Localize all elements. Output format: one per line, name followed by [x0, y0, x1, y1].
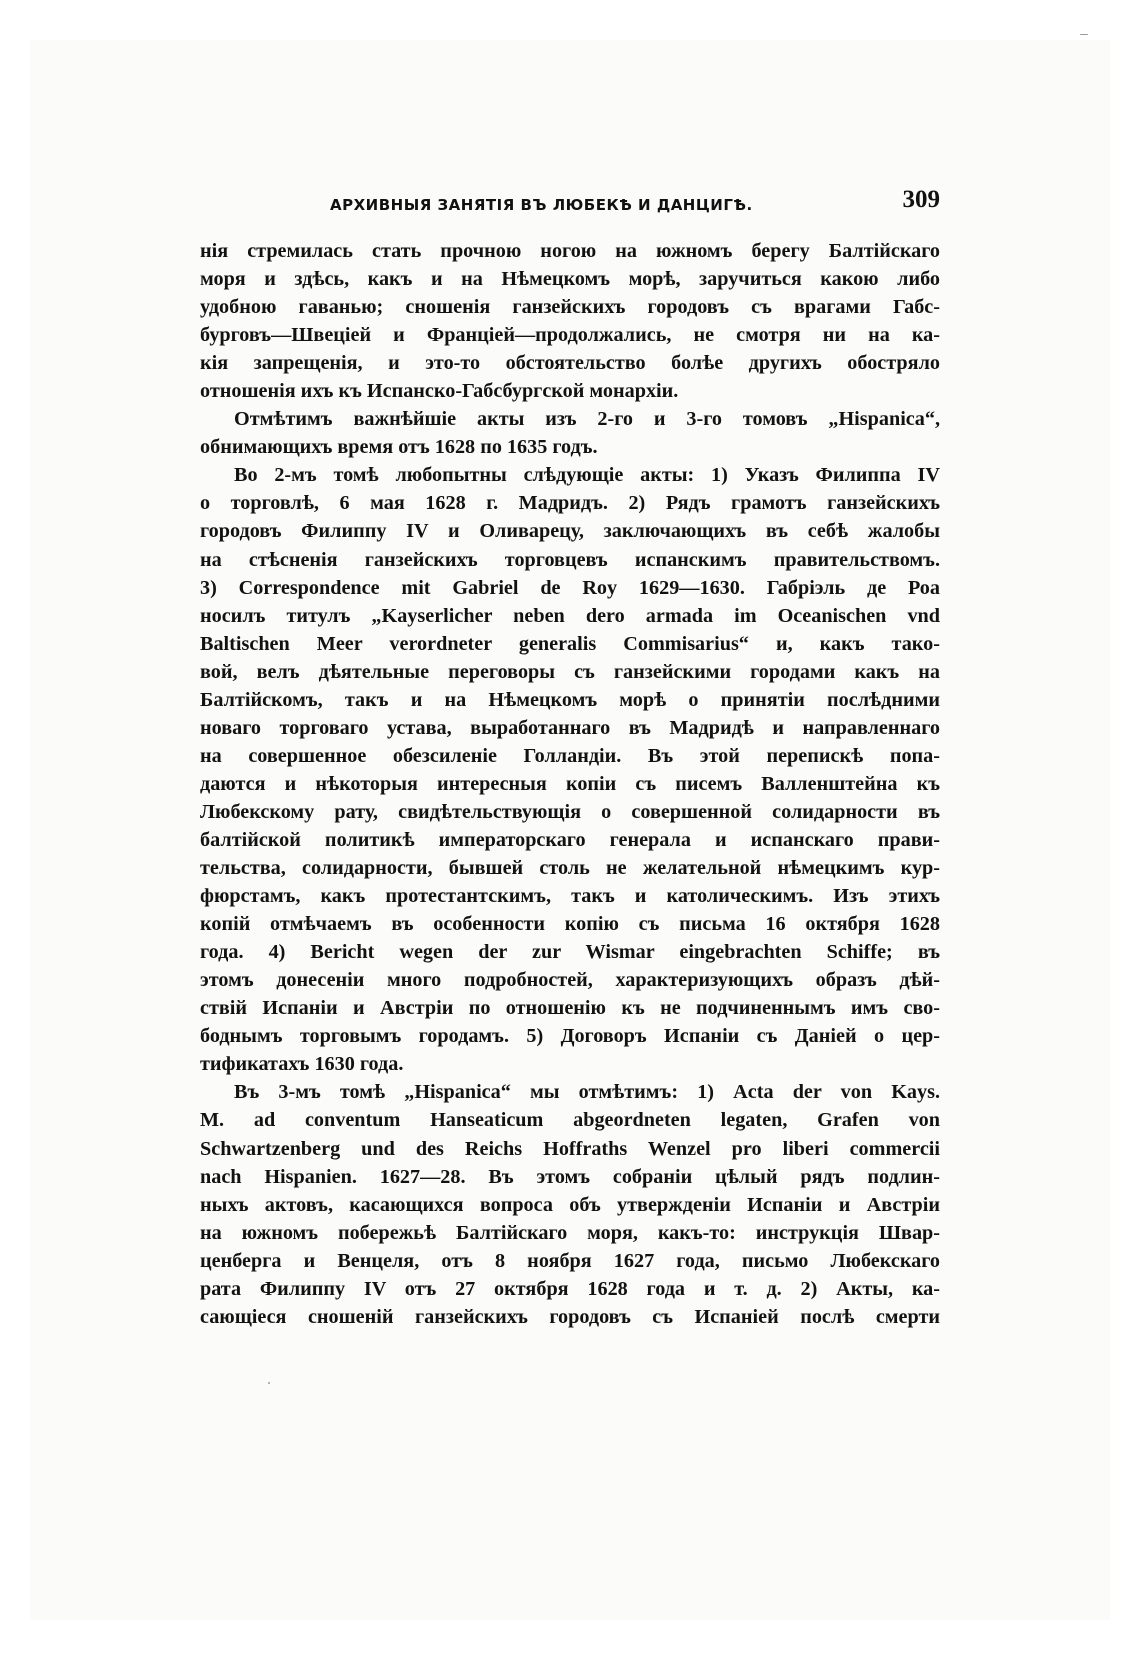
text-line: 3) Correspondence mit Gabriel de Roy 1629—1630. Габріэль де Роа — [200, 576, 940, 599]
running-head: АРХИВНЫЯ ЗАНЯТІЯ ВЪ ЛЮБЕКѢ И ДАНЦИГѢ. — [330, 196, 753, 214]
text-line: ствій Испаніи и Австріи по отношенію къ не подчиненнымъ имъ сво- — [200, 997, 940, 1020]
text-line: носилъ титулъ „Kayserlicher neben dero armada im Oceanischen vnd — [200, 604, 940, 627]
text-line: о торговлѣ, 6 мая 1628 г. Мадридъ. 2) Рядъ грамотъ ганзейскихъ — [200, 492, 940, 515]
text-line: Отмѣтимъ важнѣйшіе акты изъ 2-го и 3-го томовъ „Hispanica“, — [234, 408, 940, 431]
text-line: новаго торговаго устава, выработаннаго въ Мадридѣ и направленнаго — [200, 716, 940, 739]
text-line: копій отмѣчаемъ въ особенности копію съ письма 16 октября 1628 — [200, 913, 940, 936]
text-line: тельства, солидарности, бывшей столь не желательной нѣмецкимъ кур- — [200, 857, 940, 880]
text-line: боднымъ торговымъ городамъ. 5) Договоръ Испаніи съ Даніей о цер- — [200, 1025, 940, 1048]
text-line: года. 4) Bericht wegen der zur Wismar eingebrachten Schiffe; въ — [200, 941, 940, 964]
text-line: на южномъ побережьѣ Балтійскаго моря, какъ-то: инструкція Швар- — [200, 1221, 940, 1244]
body-text — [200, 237, 940, 1331]
text-line: кія запрещенія, и это-то обстоятельство болѣе другихъ обостряло — [200, 352, 940, 375]
text-line: бурговъ—Швеціей и Франціей—продолжались, не смотря ни на ка- — [200, 324, 940, 347]
text-line: отношенія ихъ къ Испанско-Габсбургской монархіи. — [200, 380, 679, 403]
text-line: даются и нѣкоторыя интересныя копіи съ писемъ Валленштейна къ — [200, 772, 940, 795]
text-line: Любекскому рату, свидѣтельствующія о совершенной солидарности въ — [200, 800, 940, 823]
text-line: Schwartzenberg und des Reichs Hoffraths Wenzel pro liberi commercii — [200, 1137, 940, 1160]
text-line: моря и здѣсь, какъ и на Нѣмецкомъ морѣ, заручиться какою либо — [200, 268, 940, 291]
text-line: рата Филиппу IV отъ 27 октября 1628 года и т. д. 2) Акты, ка- — [200, 1277, 940, 1300]
text-line: на стѣсненія ганзейскихъ торговцевъ испанскимъ правительствомъ. — [200, 548, 940, 571]
scan-speck — [1080, 34, 1088, 35]
text-line: M. ad conventum Hanseaticum abgeordneten legaten, Grafen von — [200, 1109, 940, 1132]
text-line: удобною гаванью; сношенія ганзейскихъ городовъ съ врагами Габс- — [200, 296, 940, 319]
text-line: на совершенное обезсиленіе Голландіи. Въ этой перепискѣ попа- — [200, 744, 940, 767]
text-line: nach Hispanien. 1627—28. Въ этомъ собраніи цѣлый рядъ подлин- — [200, 1165, 940, 1188]
text-line: Baltischen Meer verordneter generalis Commisarius“ и, какъ тако- — [200, 632, 940, 655]
text-line: балтійской политикѣ императорскаго генерала и испанскаго прави- — [200, 828, 940, 851]
text-line: фюрстамъ, какъ протестантскимъ, такъ и католическимъ. Изъ этихъ — [200, 885, 940, 908]
page-number: 309 — [902, 186, 940, 213]
text-line: этомъ донесеніи много подробностей, характеризующихъ образъ дѣй- — [200, 969, 940, 992]
text-line: тификатахъ 1630 года. — [200, 1053, 404, 1076]
text-line: Балтійскомъ, такъ и на Нѣмецкомъ морѣ о принятіи послѣдними — [200, 688, 940, 711]
text-line: Въ 3-мъ томѣ „Hispanica“ мы отмѣтимъ: 1) Acta der von Kays. — [234, 1081, 940, 1104]
text-line: ныхъ актовъ, касающихся вопроса объ утвержденіи Испаніи и Австріи — [200, 1193, 940, 1216]
text-line: Во 2-мъ томѣ любопытны слѣдующіе акты: 1) Указъ Филиппа IV — [234, 464, 940, 487]
page-header — [200, 178, 940, 226]
text-line: городовъ Филиппу IV и Оливарецу, заключающихъ въ себѣ жалобы — [200, 520, 940, 543]
text-line: ценберга и Венцеля, отъ 8 ноября 1627 года, письмо Любекскаго — [200, 1249, 940, 1272]
text-line: вой, велъ дѣятельные переговоры съ ганзейскими городами какъ на — [200, 660, 940, 683]
text-line: сающіеся сношеній ганзейскихъ городовъ съ Испаніей послѣ смерти — [200, 1305, 940, 1328]
scan-speck — [268, 1382, 270, 1384]
text-line: обнимающихъ время отъ 1628 по 1635 годъ. — [200, 436, 598, 459]
text-line: нія стремилась стать прочною ногою на южномъ берегу Балтійскаго — [200, 240, 940, 262]
